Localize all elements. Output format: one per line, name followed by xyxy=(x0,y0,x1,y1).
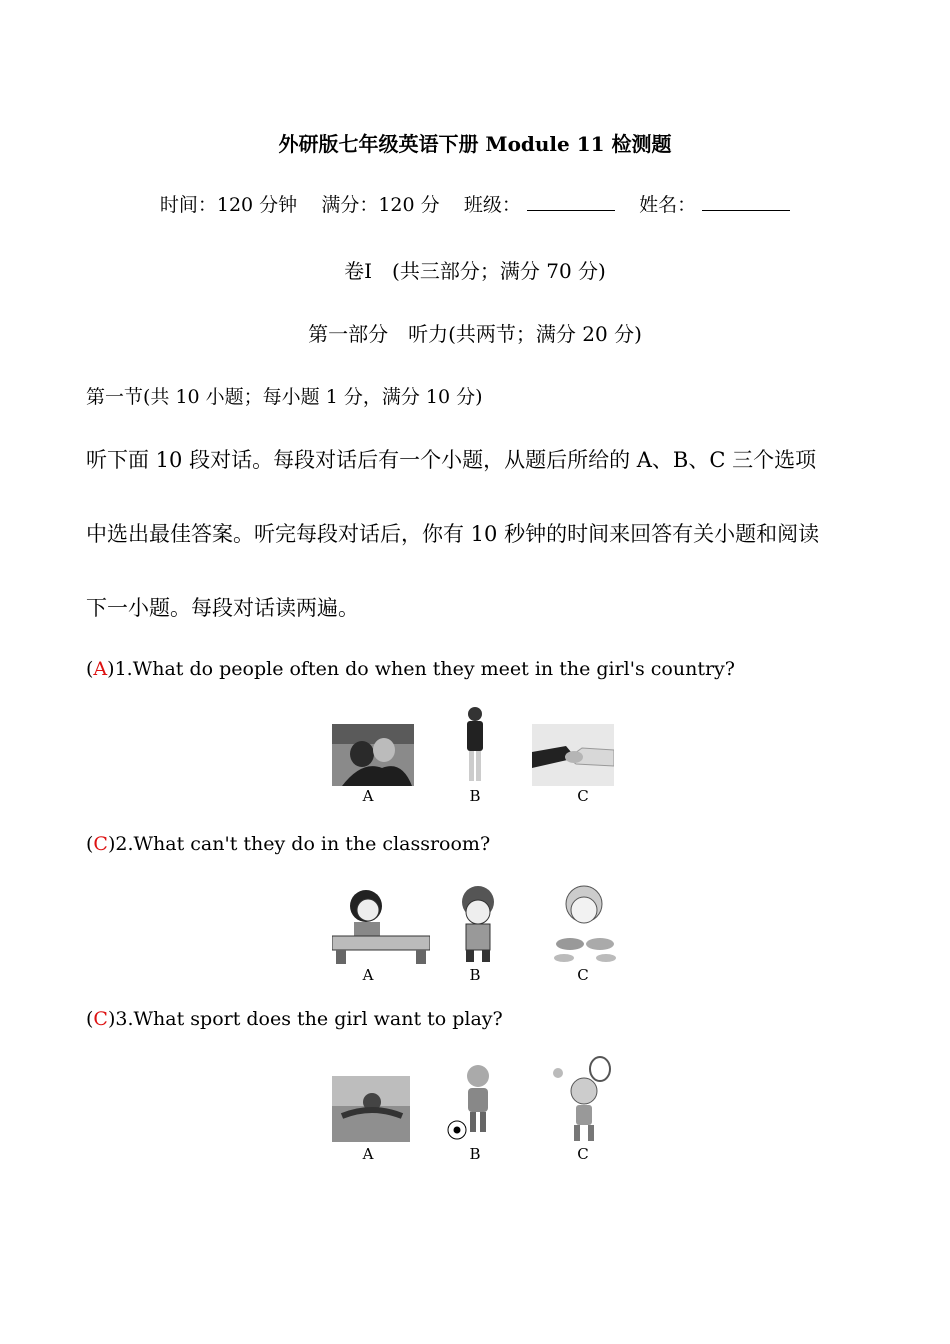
question-3: (C)3.What sport does the girl want to play? xyxy=(86,1008,503,1030)
boy-eating-picture xyxy=(448,882,508,964)
football-picture xyxy=(446,1062,504,1142)
bow-picture xyxy=(434,705,516,785)
option-label: B xyxy=(469,1145,481,1163)
answer-mark: A xyxy=(93,658,108,680)
score-info: 满分：120 分 xyxy=(321,194,440,216)
tennis-picture xyxy=(552,1055,618,1145)
question-text: 3.What sport does the girl want to play? xyxy=(115,1008,503,1030)
handshake-picture xyxy=(532,724,614,786)
instruction-line: 下一小题。每段对话读两遍。 xyxy=(86,596,359,620)
exam-info xyxy=(0,190,950,217)
volume-heading: 卷Ⅰ (共三部分；满分 70 分) xyxy=(344,259,606,283)
time-info: 时间：120 分钟 xyxy=(159,194,298,216)
option-label: A xyxy=(362,966,374,984)
option-label: B xyxy=(469,787,481,805)
node-heading: 第一节(共 10 小题；每小题 1 分，满分 10 分) xyxy=(86,386,483,408)
page-title: 外研版七年级英语下册 Module 11 检测题 xyxy=(278,132,672,156)
question-2: (C)2.What can't they do in the classroom? xyxy=(86,833,491,855)
answer-mark: C xyxy=(93,833,108,855)
girl-food-picture xyxy=(548,880,622,964)
instruction-line: 听下面 10 段对话。每段对话后有一个小题，从题后所给的 A、B、C 三个选项 xyxy=(86,448,817,472)
question-text: 1.What do people often do when they meet in the girl's country? xyxy=(114,658,735,680)
option-label: A xyxy=(362,787,374,805)
question-1: (A)1.What do people often do when they meet in the girl's country? xyxy=(86,658,735,680)
hug-picture xyxy=(332,724,414,786)
class-label: 班级： xyxy=(463,194,521,216)
option-label: C xyxy=(577,787,589,805)
name-label: 姓名： xyxy=(639,194,697,216)
name-blank[interactable] xyxy=(702,192,790,211)
girl-writing-picture xyxy=(332,882,430,964)
option-label: B xyxy=(469,966,481,984)
answer-mark: C xyxy=(93,1008,108,1030)
option-label: A xyxy=(362,1145,374,1163)
option-label: C xyxy=(577,966,589,984)
option-label: C xyxy=(577,1145,589,1163)
part-heading: 第一部分 听力(共两节；满分 20 分) xyxy=(308,322,642,346)
class-blank[interactable] xyxy=(527,192,615,211)
swimming-picture xyxy=(332,1076,410,1142)
instruction-line: 中选出最佳答案。听完每段对话后，你有 10 秒钟的时间来回答有关小题和阅读 xyxy=(86,522,820,546)
question-text: 2.What can't they do in the classroom? xyxy=(115,833,491,855)
